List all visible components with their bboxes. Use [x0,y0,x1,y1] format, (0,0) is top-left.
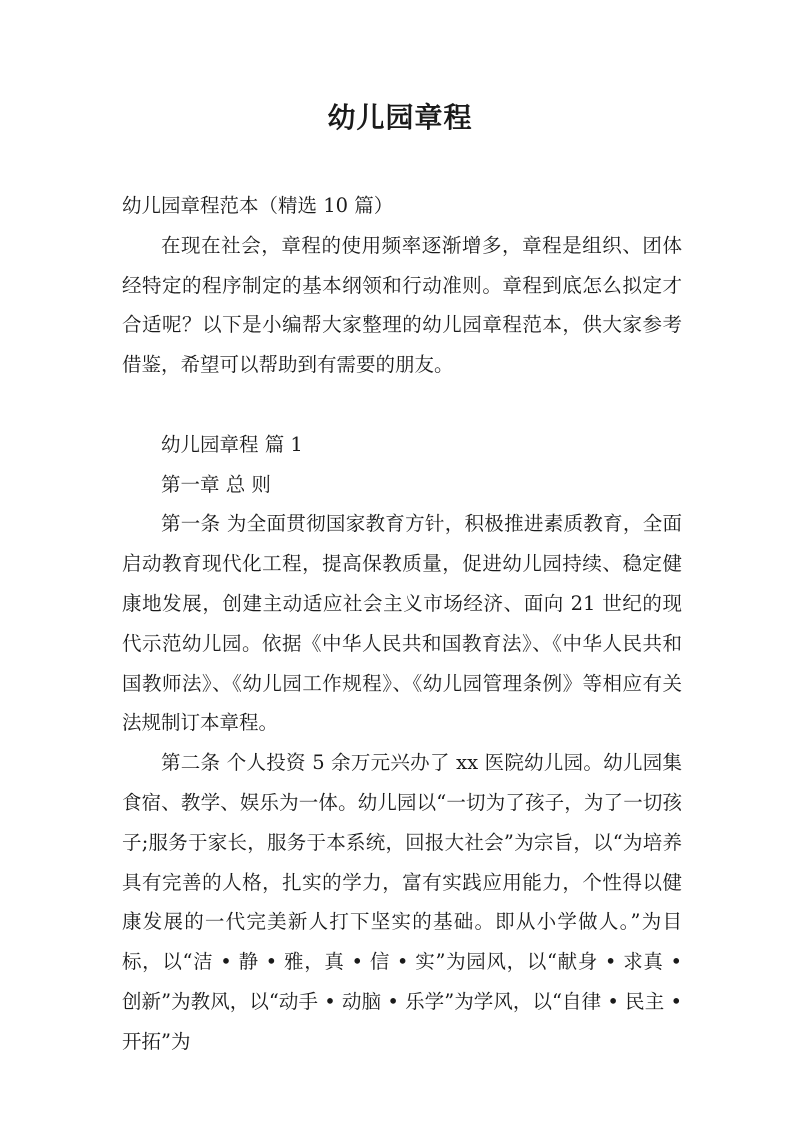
paragraph-spacer [122,385,682,425]
document-body [122,186,682,1062]
document-subtitle: 幼儿园章程范本（精选 10 篇） [122,194,394,217]
intro-paragraph: 在现在社会，章程的使用频率逐渐增多，章程是组织、团体经特定的程序制定的基本纲领和行动准则。章程到底怎么拟定才合适呢？以下是小编帮大家整理的幼儿园章程范本，供大家参考借鉴，希望可以帮助到有需要的朋友。 [122,233,682,377]
chapter-heading: 第一章 总 则 [161,472,271,496]
document-title: 幼儿园章程 [327,101,473,134]
article-2-paragraph: 第二条 个人投资 5 余万元兴办了 xx 医院幼儿园。幼儿园集食宿、教学、娱乐为一体。幼儿园以“一切为了孩子，为了一切孩子;服务于家长，服务于本系统，回报大社会”为宗旨，以“为培养具有完善的人格，扎实的学力，富有实践应用能力，个性得以健康发展的一代完美新人打下坚实的基础。即从小学做人。”为目标，以“洁 • 静 • 雅，真 • 信 • 实”为园风，以“献身 • 求真 • 创新”为教风，以“动手 • 动脑 • 乐学”为学风，以“自律 • 民主 • 开拓”为 [122,751,682,1053]
section-heading: 幼儿园章程 篇 1 [161,432,303,456]
article-1-paragraph: 第一条 为全面贯彻国家教育方针，积极推进素质教育，全面启动教育现代化工程，提高保教质量，促进幼儿园持续、稳定健康地发展，创建主动适应社会主义市场经济、面向 21 世纪的现代示范幼儿园。依据《中华人民共和国教育法》、《中华人民共和国教师法》、《幼儿园工作规程》、《幼儿园管理条例》等相应有关法规制订本章程。 [122,512,682,735]
